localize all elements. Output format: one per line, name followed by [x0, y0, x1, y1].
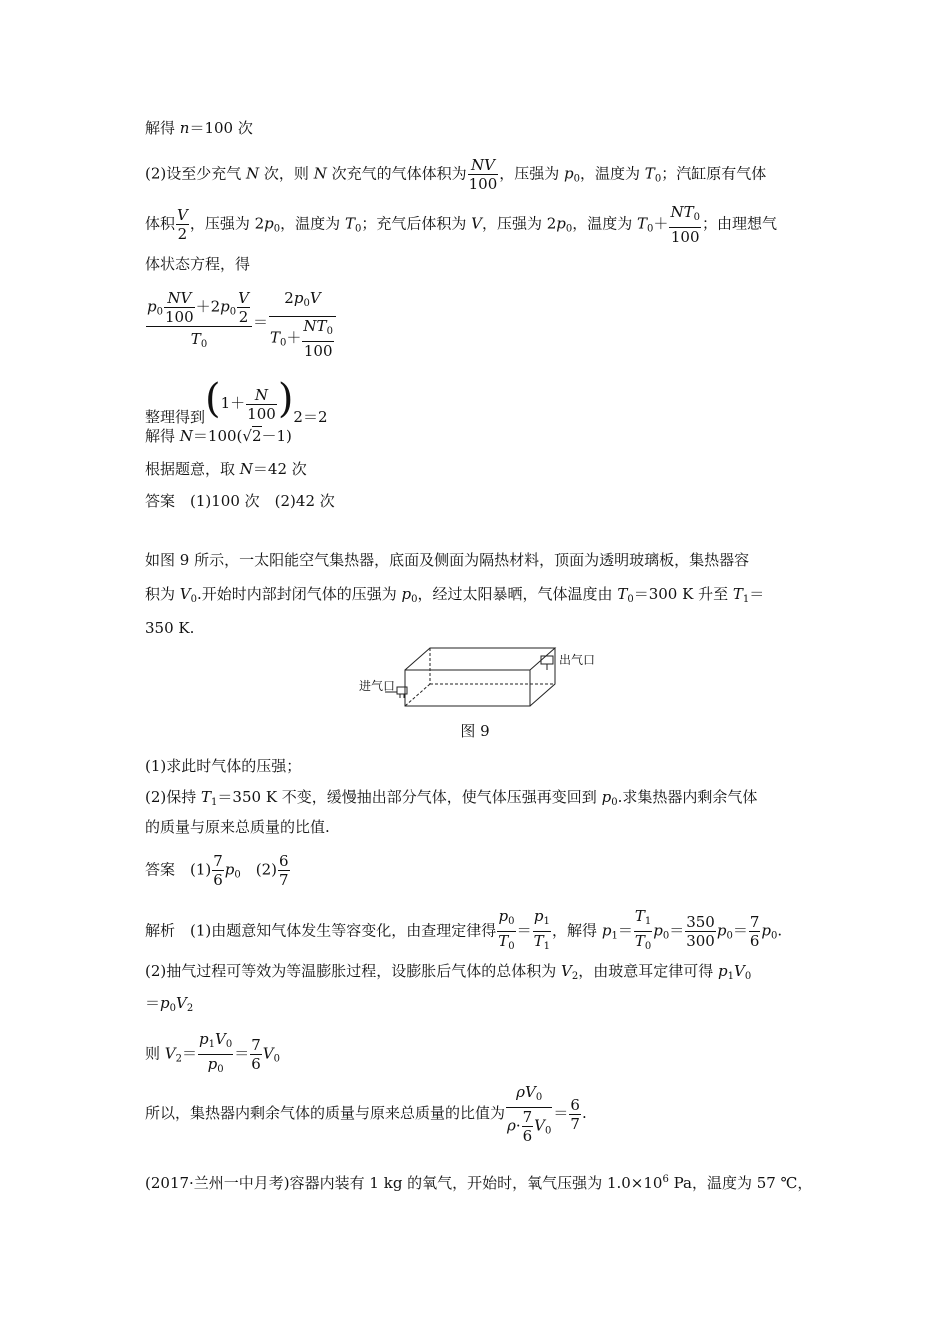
- gas-state-equation: $p_0$ $\frac{NV}{100}$ $+2p_0$ $\frac{V}{2}$ $T_0$ ＝ $2p_0V$ $T_0+$ $\frac{NT_0}{100}$: [145, 286, 337, 360]
- right-face: [530, 648, 555, 706]
- problem2-line-3: 350 K.: [145, 619, 195, 637]
- inlet-label: 进气口: [359, 679, 396, 693]
- top-face: [405, 648, 555, 670]
- question-2-line-1: (2)保持 $T_1=350$ K 不变，缓慢抽出部分气体，使气体压强再变回到 $p_0$.求集热器内剩余气体: [145, 788, 758, 808]
- solar-collector-figure: [355, 640, 625, 720]
- figure-caption: 图 9: [460, 722, 490, 740]
- solution-line-4: 体状态方程，得: [145, 255, 251, 273]
- problem2-line-2: 积为 $V_0$.开始时内部封闭气体的压强为 $p_0$，经过太阳暴晒，气体温度由 $T_0=300$ K 升至 $T_1=$: [145, 585, 765, 605]
- analysis-line-1: 解析 (1)由题意知气体发生等容变化，由查理定律得 $\frac{p_0}{T_0}$ ＝ $\frac{p_1}{T_1}$ ，解得 $p_1=$ $\frac{T_1}{T_0}$ $p_0=$ $\frac{350}{300}$ $p_0=$ $\frac{7}{6}$ $p_0$.: [145, 907, 783, 952]
- equation-right-fraction: $2p_0V$ $T_0+$ $\frac{NT_0}{100}$: [269, 286, 336, 360]
- analysis-line-4: 则 $V_2=$ $\frac{p_1V_0}{p_0}$ ＝ $\frac{7}{6}$ $V_0$: [145, 1030, 280, 1075]
- solution-line-3: 体积 $\frac{V}{2}$ ，压强为 $2p_0$，温度为 $T_0$；充气后体积为 V，压强为 $2p_0$，温度为 $T_0+$ $\frac{NT_0}{100}$ ；由理想气: [145, 203, 777, 246]
- question-2-line-2: 的质量与原来总质量的比值.: [145, 818, 330, 836]
- solution-line-6: 解得 N＝100(√2－1): [145, 427, 292, 445]
- problem2-line-1: 如图 9 所示，一太阳能空气集热器，底面及侧面为隔热材料，顶面为透明玻璃板，集热器容: [145, 551, 750, 569]
- front-face: [405, 670, 530, 706]
- analysis-line-3: $=p_0V_2$: [145, 994, 194, 1014]
- fraction-nv-100: $\frac{NV}{100}$: [468, 156, 498, 193]
- outlet-label: 出气口: [559, 653, 596, 667]
- analysis-line-5: 所以，集热器内剩余气体的质量与原来总质量的比值为 $\rho V_0$ ρ· $\frac{7}{6}$ $V_0$ ＝ $\frac{6}{7}$ .: [145, 1083, 587, 1145]
- answer-line-2: 答案 (1) $\frac{7}{6}$ $p_0$ (2) $\frac{6}{7}$: [145, 852, 289, 889]
- question-1: (1)求此时气体的压强；: [145, 757, 302, 775]
- answer-line-1: 答案 (1)100 次 (2)42 次: [145, 492, 335, 510]
- fraction-nt0-100: $\frac{NT_0}{100}$: [670, 203, 700, 246]
- outlet-pipe: [541, 656, 553, 664]
- problem3-line-1: (2017·兰州一中月考)容器内装有 1 kg 的氧气，开始时，氧气压强为 $1.0\times 10^6$ Pa，温度为 57 ℃，: [145, 1174, 813, 1192]
- fraction-v-2: $\frac{V}{2}$: [177, 206, 188, 243]
- mass-ratio-fraction: $\rho V_0$ ρ· $\frac{7}{6}$ $V_0$: [507, 1083, 552, 1145]
- analysis-line-2: (2)抽气过程可等效为等温膨胀过程，设膨胀后气体的总体积为 $V_2$，由玻意耳定律可得 $p_1V_0$: [145, 962, 752, 982]
- solution-line-1: 解得 n＝100 次: [145, 119, 253, 137]
- solution-line-2: (2)设至少充气 N 次，则 N 次充气的气体体积为 $\frac{NV}{100}$ ，压强为 $p_0$，温度为 $T_0$；汽缸原有气体: [145, 156, 767, 193]
- solution-line-5: 整理得到(1＋ $\frac{N}{100}$ )2＝2: [145, 376, 328, 426]
- solution-line-7: 根据题意，取 N＝42 次: [145, 460, 307, 478]
- equation-left-fraction: $p_0$ $\frac{NV}{100}$ $+2p_0$ $\frac{V}{2}$ $T_0$: [146, 289, 252, 357]
